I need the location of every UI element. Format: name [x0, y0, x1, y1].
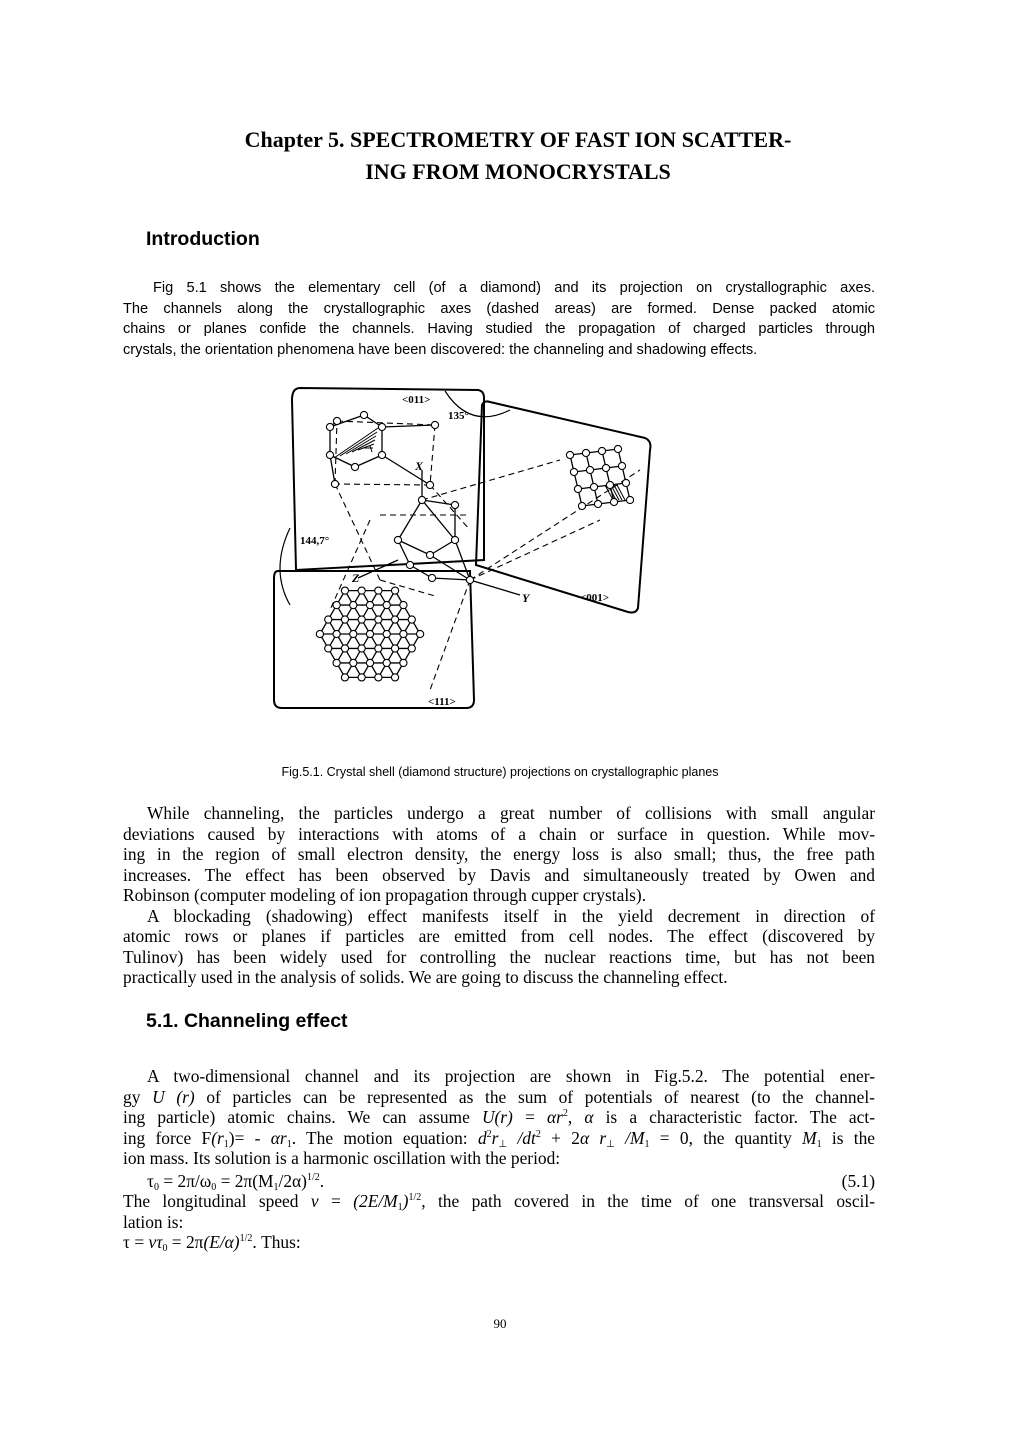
atom-node [375, 674, 382, 681]
equation-5-1 [123, 1171, 875, 1192]
atom-node [394, 536, 401, 543]
atom-node [406, 561, 413, 568]
label-001: <001> [580, 592, 610, 604]
atom-node [333, 659, 340, 666]
math: 1 [397, 1202, 403, 1213]
text: , [567, 1107, 585, 1127]
atom-node [451, 536, 458, 543]
atom-node [391, 674, 398, 681]
atom-node [428, 574, 435, 581]
math: 0 [162, 1243, 168, 1254]
atom-node [578, 502, 585, 509]
atom-node [391, 645, 398, 652]
math: 2 [486, 1128, 492, 1140]
math: τ [147, 1170, 154, 1191]
panel-001 [476, 401, 650, 612]
text-line: A two-dimensional channel and its projection are shown in Fig.5.2. The potential ener- [147, 1066, 875, 1086]
hatch-line [334, 428, 378, 458]
atom-node [325, 645, 332, 652]
atom-node [408, 645, 415, 652]
lattice-bond [330, 455, 335, 484]
atom-node [333, 417, 340, 424]
text: = [512, 1107, 547, 1127]
atom-node [351, 463, 358, 470]
atom-node [358, 645, 365, 652]
atom-node [383, 659, 390, 666]
atom-node [400, 659, 407, 666]
math: 1 [644, 1138, 650, 1150]
atom-node [598, 447, 605, 454]
chapter-title-line: Chapter 5. SPECTROMETRY OF FAST ION SCATTER- [244, 127, 792, 152]
math: 1 [223, 1138, 229, 1150]
math: 1 [816, 1138, 822, 1150]
text: is the [821, 1127, 876, 1148]
math: vτ [148, 1232, 163, 1252]
label-135: 135° [448, 410, 469, 422]
atom-node [341, 587, 348, 594]
atom-node [333, 630, 340, 637]
atom-node [431, 421, 438, 428]
projection-line [330, 520, 370, 610]
text-line: Tulinov) has been widely used for controlling the nuclear reactions time, but has not been [123, 946, 875, 967]
text-line [123, 1087, 875, 1108]
math: /dt [507, 1127, 536, 1148]
text-line: atomic rows or planes if particles are emitted from cell nodes. The effect (discovered by [123, 926, 875, 946]
math: (2E/M [353, 1191, 398, 1211]
atom-node [383, 601, 390, 608]
math: U(r) [481, 1107, 513, 1127]
text: + 2 [540, 1127, 580, 1148]
text: is a characteristic factor. The act- [593, 1107, 875, 1127]
math: 2 [562, 1108, 568, 1119]
atom-node [574, 485, 581, 492]
atom-node [341, 674, 348, 681]
math: d [477, 1127, 487, 1148]
text: gy [123, 1086, 153, 1107]
atom-node [366, 630, 373, 637]
math: ) [402, 1191, 409, 1211]
math: 2 [535, 1128, 541, 1140]
lattice-bond [330, 455, 355, 467]
axis-y [470, 580, 520, 595]
atom-node [375, 616, 382, 623]
math: v [310, 1191, 319, 1211]
text-line: A blockading (shadowing) effect manifests itself in the yield decrement in direction of [147, 905, 875, 926]
text: )= - [228, 1127, 271, 1148]
paragraph [123, 803, 875, 988]
math: (r [211, 1127, 224, 1148]
cell-bond [432, 578, 470, 580]
atom-node [358, 616, 365, 623]
text-line: While channeling, the particles undergo a great number of collisions with small angular [147, 803, 875, 823]
atom-node [341, 616, 348, 623]
atom-node [383, 630, 390, 637]
axis-x-label: X [415, 459, 424, 473]
hatch-line [340, 432, 377, 456]
atom-node [566, 451, 573, 458]
atom-node [331, 480, 338, 487]
math: = 2π(M [216, 1170, 274, 1191]
projection-line [430, 580, 470, 690]
text-line [123, 1107, 875, 1128]
atom-node [594, 500, 601, 507]
math: 1 [286, 1138, 292, 1150]
text-line [123, 1191, 875, 1212]
chapter-title-line: ING FROM MONOCRYSTALS [365, 159, 671, 184]
math: α r [579, 1127, 607, 1148]
atom-node [350, 659, 357, 666]
panel-111 [274, 571, 474, 708]
text-line: Robinson (computer modeling of ion propagation through cupper crystals). [123, 885, 647, 905]
atom-node [418, 496, 425, 503]
math: /M [614, 1127, 645, 1148]
text-line: The channels along the crystallographic axes (dashed areas) are formed. Dense packed atomic [123, 300, 875, 317]
text: = 0, the quantity [649, 1127, 803, 1148]
atom-node [626, 496, 633, 503]
math: 1/2 [239, 1233, 253, 1244]
text-line: chains or planes confide the channels. Having studied the propagation of charged particles through [123, 321, 875, 338]
text: . Thus: [252, 1232, 301, 1252]
atom-node [375, 587, 382, 594]
atom-node [378, 451, 385, 458]
text-line: deviations caused by interactions with atoms of a chain or surface in question. While mov- [123, 823, 875, 844]
lattice-bond [355, 455, 382, 467]
math: 1/2 [306, 1171, 320, 1183]
math: αr [546, 1107, 563, 1127]
text-line: ing in the region of small electron density, the energy loss is also small; thus, the free path [123, 844, 875, 864]
dashed-edge [335, 421, 337, 484]
text: = [318, 1191, 354, 1211]
atom-node [586, 466, 593, 473]
text-line: crystals, the orientation phenomena have been discovered: the channeling and shadowing effects. [123, 342, 758, 359]
dashed-edge [430, 425, 435, 485]
atom-node [417, 630, 424, 637]
cell-bond [398, 540, 430, 555]
text-line: Fig 5.1 shows the elementary cell (of a diamond) and its projection on crystallographic axes. [153, 280, 875, 296]
atom-node [622, 479, 629, 486]
atom-node [602, 464, 609, 471]
section-heading: 5.1. Channeling effect [146, 1010, 348, 1032]
projection-line [380, 580, 435, 596]
cell-bond [398, 500, 422, 540]
cell-bond [422, 500, 455, 540]
label-111: <111> [428, 696, 456, 708]
atom-node [326, 423, 333, 430]
math: αr [270, 1127, 287, 1148]
atom-node [366, 659, 373, 666]
text-line: ion mass. Its solution is a harmonic oscillation with the period: [123, 1148, 561, 1168]
projection-line [470, 520, 600, 580]
equation-number: (5.1) [841, 1170, 875, 1191]
math: /2α) [278, 1170, 307, 1191]
atom-node [391, 616, 398, 623]
atom-node [325, 616, 332, 623]
cell-bond [422, 500, 455, 505]
figure-caption: Fig.5.1. Crystal shell (diamond structure) projections on crystallographic planes [281, 765, 719, 779]
atom-node [590, 483, 597, 490]
math: 0 [211, 1181, 217, 1193]
text: The longitudinal speed [123, 1191, 311, 1211]
cell-bond [430, 540, 455, 555]
text-line: practically used in the analysis of solids. We are going to discuss the channeling effect. [123, 967, 728, 987]
atom-node [466, 576, 473, 583]
atom-node [316, 630, 323, 637]
math: = 2π [167, 1232, 204, 1252]
math: . [319, 1170, 325, 1191]
atom-node [341, 645, 348, 652]
paragraph-channeling [123, 1066, 875, 1253]
hatch-line [370, 446, 372, 452]
text: of particles can be represented as the sum of potentials of nearest (to the channel- [194, 1086, 875, 1107]
atom-node [582, 449, 589, 456]
cell-bond [398, 540, 410, 565]
projection-line [430, 485, 470, 530]
text: . The motion equation: [291, 1127, 478, 1148]
atom-node [408, 616, 415, 623]
atom-node [400, 630, 407, 637]
math: 1 [273, 1181, 279, 1193]
text: , the path covered in the time of one transversal oscil- [421, 1191, 875, 1211]
projection-line [422, 460, 560, 500]
atom-node [570, 468, 577, 475]
atom-node [610, 498, 617, 505]
math: M [802, 1127, 817, 1148]
atom-node [366, 601, 373, 608]
atom-node [426, 481, 433, 488]
atom-node [400, 601, 407, 608]
atom-node [333, 601, 340, 608]
atom-node [350, 630, 357, 637]
intro-heading: Introduction [146, 228, 260, 250]
lattice-bond [382, 425, 435, 427]
math: 0 [154, 1181, 159, 1193]
atom-node [375, 645, 382, 652]
text: ing particle) atomic chains. We can assume [123, 1107, 482, 1127]
atom-node [358, 587, 365, 594]
text-line [123, 1232, 875, 1253]
angle-arc-144 [280, 528, 290, 605]
atom-node [614, 445, 621, 452]
label-011: <011> [402, 394, 431, 406]
math: 1/2 [408, 1192, 422, 1203]
cell-bond [430, 555, 470, 580]
math: ⊥ [606, 1138, 615, 1150]
math: U (r) [152, 1086, 195, 1107]
atom-node [378, 423, 385, 430]
math: = 2π/ω [159, 1170, 212, 1191]
axis-z-label: Z [352, 571, 360, 585]
math: r [491, 1127, 499, 1148]
math: (E/α) [203, 1232, 240, 1252]
page-number: 90 [493, 1316, 507, 1331]
projection-line [335, 484, 380, 580]
axis-y-label: Y [522, 591, 530, 605]
label-144: 144,7° [300, 535, 330, 547]
atom-node [358, 674, 365, 681]
math: τ = [123, 1232, 149, 1252]
atom-node [606, 481, 613, 488]
atom-node [350, 601, 357, 608]
dashed-edge [335, 484, 430, 485]
math: ⊥ [498, 1138, 508, 1150]
atom-node [391, 587, 398, 594]
text-line: increases. The effect has been observed by Davis and simultaneously treated by Owen and [123, 864, 875, 885]
atom-node [426, 551, 433, 558]
atom-node [451, 501, 458, 508]
text-line [123, 1128, 875, 1149]
text: ing force F [123, 1127, 212, 1148]
dashed-edge [337, 421, 435, 425]
atom-node [326, 451, 333, 458]
text-line: lation is: [123, 1211, 184, 1232]
math: α [584, 1107, 594, 1127]
atom-node [360, 411, 367, 418]
atom-node [618, 462, 625, 469]
